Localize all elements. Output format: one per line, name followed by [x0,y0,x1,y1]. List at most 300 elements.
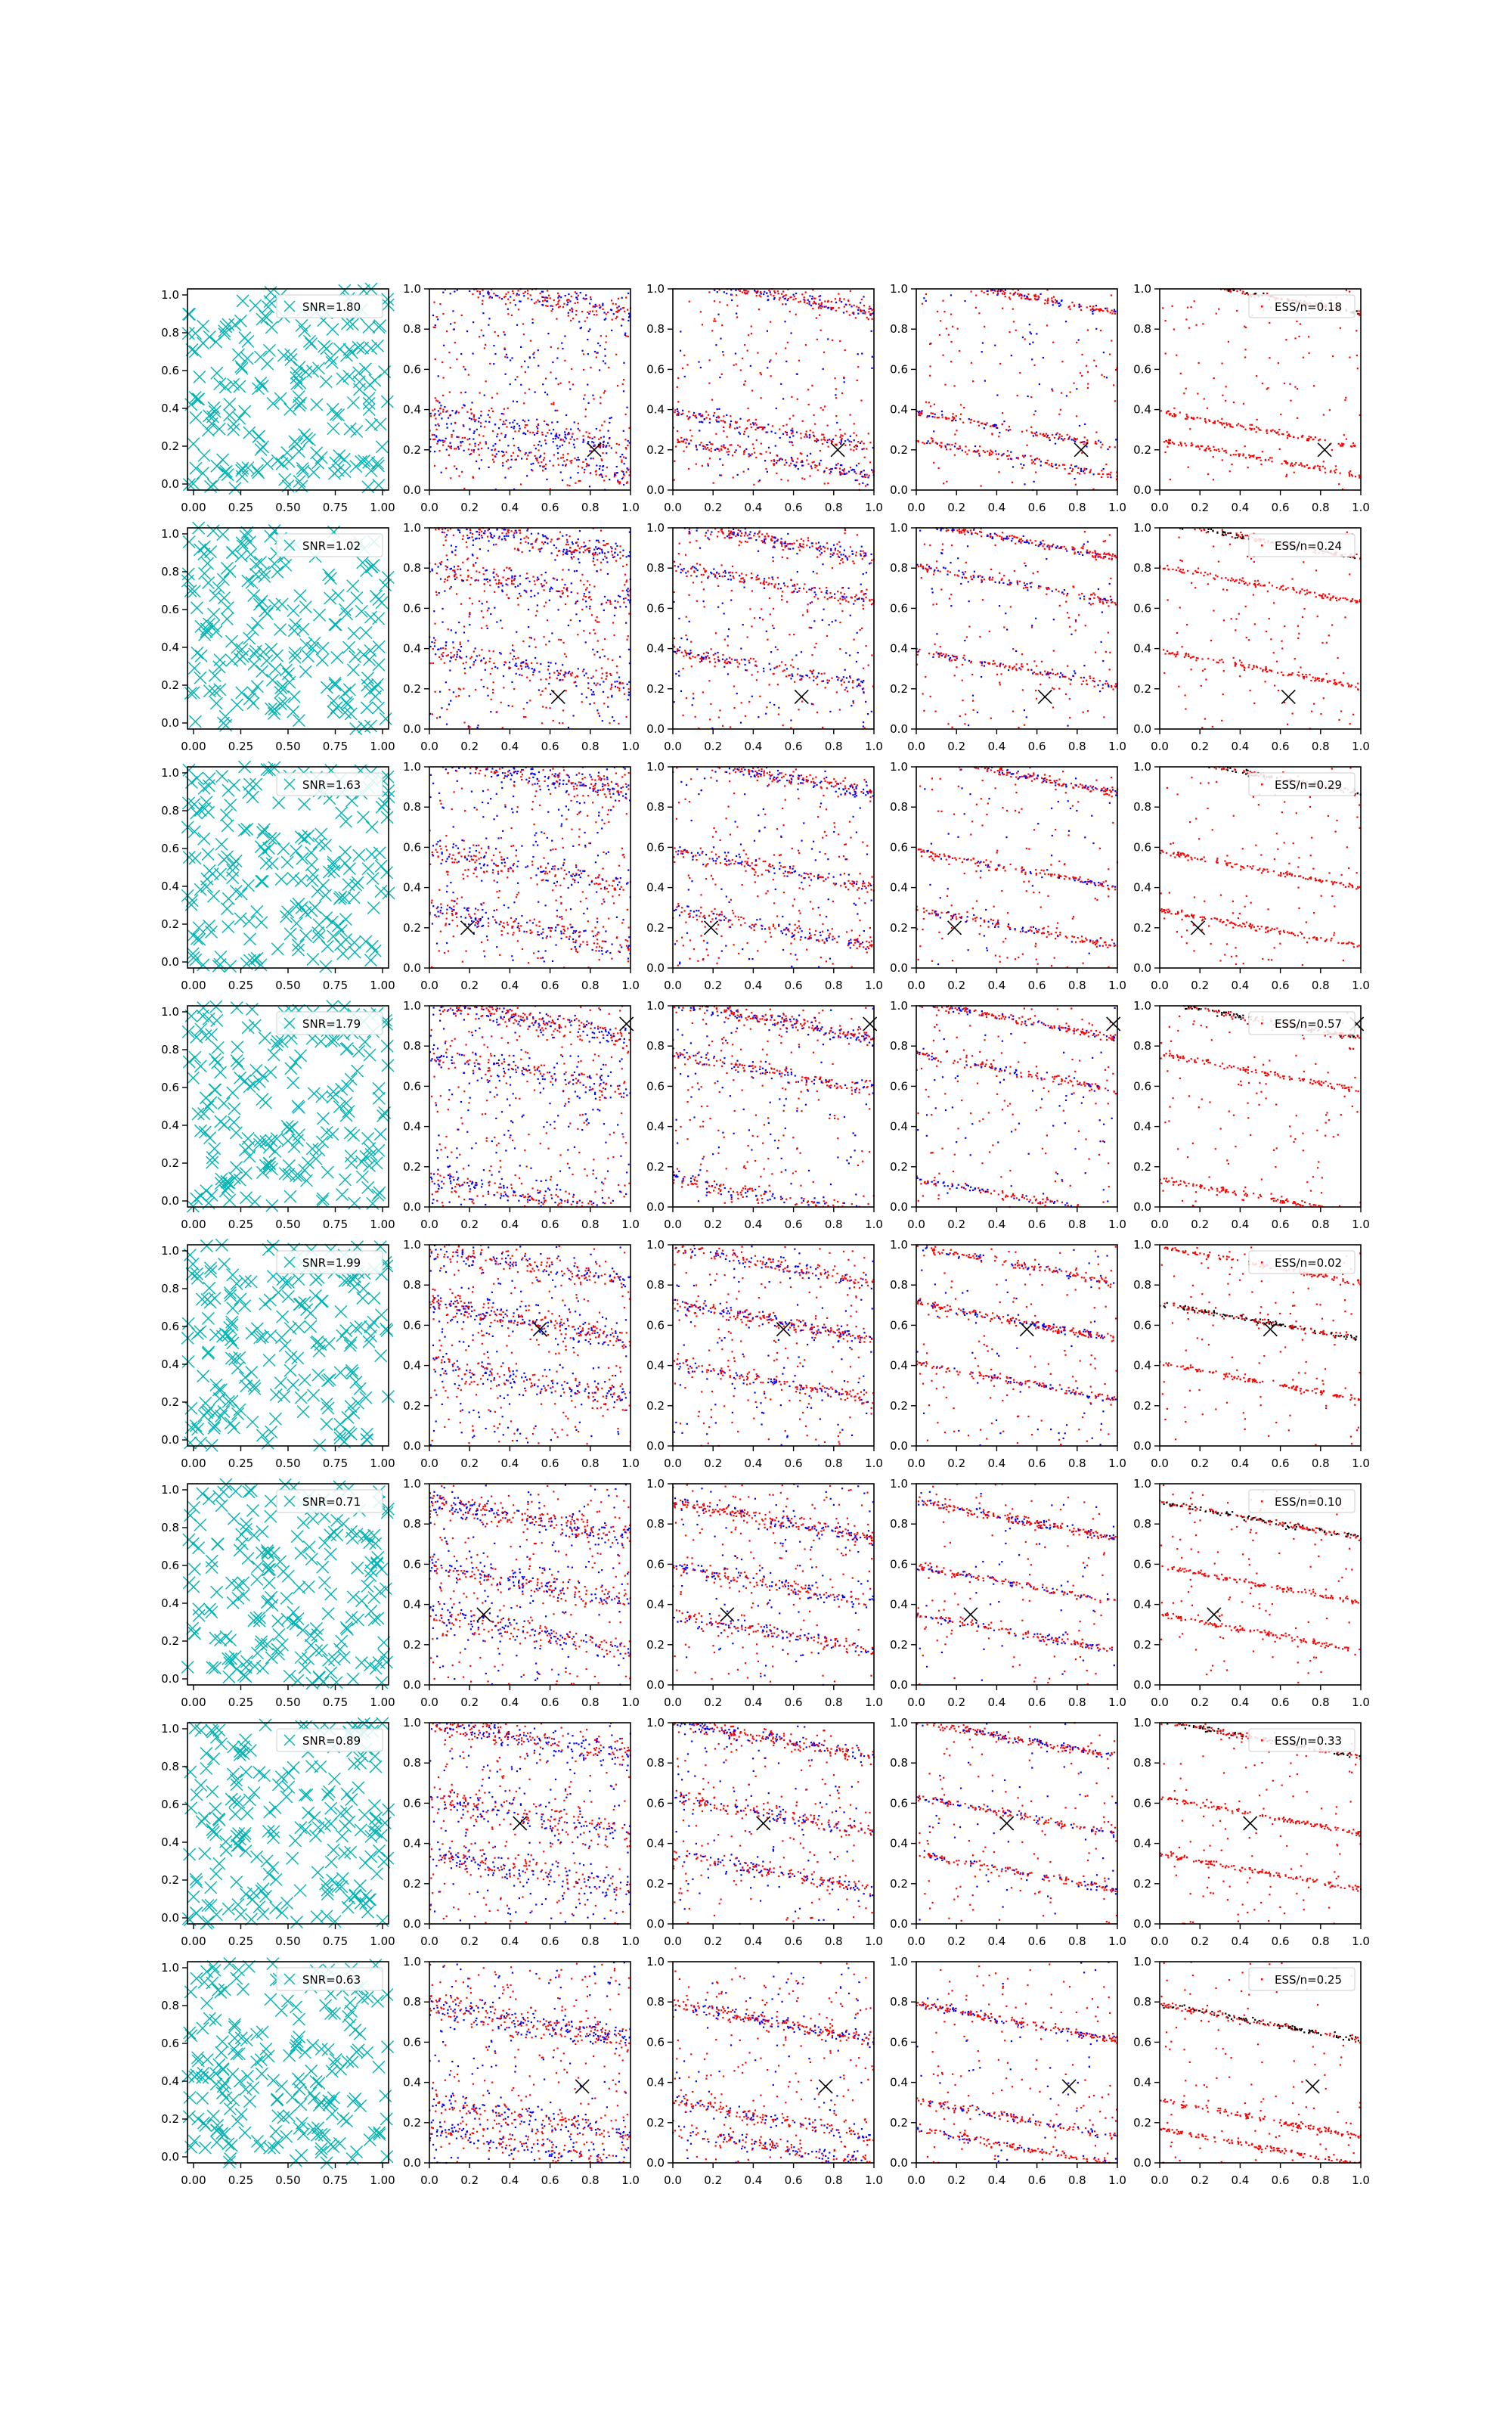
data-point [274,392,287,405]
sample-point [1078,340,1080,341]
sample-point [733,685,735,687]
sample-point [487,610,488,611]
sample-point [445,539,447,541]
sample-point [954,455,956,456]
sample-point [677,377,679,379]
sample-point [773,290,775,292]
sample-point [813,297,815,299]
sample-point [921,410,922,411]
sample-point [614,615,615,616]
sample-point [839,622,841,623]
sample-point [761,540,763,541]
sample-point [606,678,607,680]
y-tick-label: 0.6 [890,362,908,376]
sample-point [1023,464,1024,466]
sample-point [760,372,761,374]
y-tick-label: 0.2 [890,443,908,457]
sample-point [469,438,470,439]
sample-point [763,668,764,669]
sample-point [844,669,846,671]
sample-point [828,446,829,448]
sample-point [968,418,970,420]
sample-point [1047,435,1049,436]
sample-point [472,539,474,541]
sample-point [442,439,444,441]
sample-point [1232,427,1233,428]
sample-point [627,588,629,589]
sample-point [1220,422,1222,424]
sample-point [707,537,708,538]
sample-point [627,293,629,294]
sample-point [744,581,745,582]
sample-point [755,457,757,458]
sample-point [829,597,830,598]
sample-point [1106,377,1108,378]
sample-point [1083,470,1084,472]
sample-point [799,543,801,544]
y-tick-label: 0.4 [403,403,421,417]
sample-point [1036,432,1037,433]
sample-point [563,549,565,551]
y-tick-label: 0.0 [646,483,665,497]
sample-point [931,412,932,414]
sample-point [822,443,823,445]
sample-point [1081,354,1083,355]
sample-point [717,314,719,315]
sample-point [790,719,792,721]
sample-point [1230,455,1232,456]
sample-point [1319,470,1321,471]
sample-point [764,460,766,461]
sample-point [596,310,597,312]
sample-point [558,383,559,385]
sample-point [578,538,579,540]
x-tick-label: 1.0 [621,501,640,514]
x-tick-label: 1.00 [370,740,395,753]
sample-point [1002,308,1003,309]
sample-point [838,677,839,678]
sample-point [844,681,845,683]
sample-point [442,622,443,623]
sample-point [515,379,516,380]
sample-point [556,304,557,306]
y-tick-label: 0.0 [161,477,179,491]
sample-point [459,532,460,533]
sample-point [1031,459,1033,461]
sample-point [1024,298,1026,299]
sample-point [526,529,528,531]
sample-point [568,312,569,314]
sample-point [568,544,569,545]
sample-point [627,594,628,595]
sample-point [1108,473,1109,475]
sample-point [1079,425,1080,427]
sample-point [557,609,559,610]
sample-point [981,351,983,352]
sample-point [751,389,753,391]
sample-point [451,629,452,631]
sample-point [528,542,529,544]
sample-point [583,630,584,631]
sample-point [442,361,443,363]
data-point [226,547,238,559]
sample-point [678,675,680,676]
sample-point [785,303,786,305]
data-point [226,654,238,666]
sample-point [807,610,808,611]
sample-point [544,580,545,582]
sample-point [479,442,481,443]
sample-point [865,553,866,554]
sample-point [1329,409,1331,411]
sample-point [590,678,592,679]
sample-point [503,413,504,414]
sample-point [1115,369,1117,371]
sample-point [1330,470,1331,471]
sample-point [715,632,717,634]
sample-point [1051,389,1052,390]
sample-point [596,473,597,475]
sample-point [689,529,690,530]
sample-point [467,640,469,641]
sample-point [481,535,482,536]
sample-point [1301,465,1303,467]
sample-point [542,466,544,467]
sample-point [861,299,863,300]
sample-point [719,474,720,476]
sample-point [742,291,743,293]
sample-point [844,529,846,531]
sample-point [920,412,922,414]
sample-point [574,681,575,683]
sample-point [1233,454,1235,455]
sample-point [844,593,845,594]
sample-point [449,660,451,662]
data-point [261,655,273,667]
sample-point [781,661,782,662]
x-tick-label: 0.0 [664,501,682,514]
sample-point [462,538,463,540]
sample-point [1067,434,1068,436]
sample-point [810,453,811,455]
sample-point [770,669,771,670]
sample-point [601,678,603,679]
sample-point [934,416,935,417]
sample-point [556,579,558,581]
sample-point [763,582,764,584]
ess-legend [1249,295,1355,318]
sample-point [861,476,863,477]
sample-point [871,330,872,332]
data-point [284,676,296,688]
sample-point [717,652,718,653]
sample-point [442,442,444,443]
sample-point [1356,330,1357,331]
sample-point [779,665,780,666]
y-tick-label: 0.6 [403,601,421,615]
sample-point [624,474,625,476]
sample-point [953,385,955,386]
sample-point [456,468,457,470]
sample-point [837,591,838,592]
sample-point [782,433,784,435]
y-tick-label: 0.6 [403,362,421,376]
sample-point [573,551,575,553]
sample-point [699,444,701,445]
sample-point [748,455,749,457]
sample-point [612,716,613,718]
sample-point [780,383,782,385]
sample-point [835,298,836,299]
true-value-marker [831,443,844,457]
sample-point [612,557,614,558]
sample-point [1284,383,1285,384]
sample-point [1340,444,1341,445]
sample-point [1001,290,1002,291]
sample-point [773,537,774,538]
sample-point [558,639,559,641]
data-point [296,462,308,474]
sample-point [829,624,830,625]
sample-point [1086,306,1088,308]
sample-point [800,679,801,681]
sample-point [447,579,448,581]
sample-point [513,535,514,536]
sample-point [946,481,947,482]
sample-point [984,380,986,381]
y-tick-label: 0.0 [890,483,908,497]
sample-point [590,367,591,368]
data-point [373,613,385,625]
sample-point [678,553,680,554]
sample-point [819,550,820,551]
sample-point [1238,455,1240,457]
sample-point [698,654,699,656]
sample-point [822,563,823,565]
sample-point [682,368,683,369]
sample-point [607,551,609,553]
sample-point [565,544,567,545]
sample-point [625,458,627,459]
sample-point [820,450,821,451]
sample-point [489,417,491,418]
sample-point [864,474,866,476]
sample-point [538,349,539,351]
sample-point [469,658,471,659]
sample-point [775,445,776,446]
sample-point [1015,330,1017,331]
scatter-points [1160,288,1361,490]
sample-point [503,296,505,298]
sample-point [815,594,816,595]
data-point [267,398,279,410]
sample-point [1201,445,1203,447]
sample-point [504,436,506,438]
sample-point [445,579,446,580]
sample-point [596,428,597,430]
sample-point [950,361,952,362]
sample-point [683,355,685,356]
sample-point [617,601,618,603]
sample-point [832,441,833,442]
sample-point [557,297,559,299]
sample-point [482,295,484,296]
sample-point [506,594,507,595]
sample-point [616,443,618,445]
sample-point [612,554,613,556]
sample-point [529,700,531,701]
sample-point [756,679,758,681]
sample-point [709,442,711,443]
sample-point [510,455,512,457]
sample-point [449,391,451,392]
sample-point [517,455,519,457]
sample-point [990,454,992,455]
sample-point [737,445,739,446]
sample-point [836,422,838,424]
sample-point [466,529,467,530]
sample-point [860,551,861,552]
sample-point [832,567,833,569]
sample-point [504,349,506,350]
sample-point [1185,388,1187,389]
sample-point [782,398,784,399]
sample-point [789,441,791,442]
sample-point [594,554,596,555]
sample-point [454,654,455,656]
sample-point [531,590,532,591]
sample-point [611,330,612,331]
sample-point [835,394,836,396]
sample-point [504,334,506,335]
sample-point [1259,429,1260,430]
sample-point [817,470,819,471]
sample-point [605,476,606,477]
sample-point [680,690,682,692]
sample-point [440,579,442,580]
sample-point [1055,464,1056,465]
sample-point [559,383,561,384]
sample-point [720,448,722,450]
sample-point [613,313,615,315]
sample-point [858,683,860,684]
sample-point [692,697,694,699]
sample-point [780,538,782,539]
sample-point [711,448,712,449]
sample-point [600,569,602,570]
sample-point [572,309,573,310]
sample-point [553,404,554,405]
sample-point [1356,310,1358,312]
sample-point [964,300,965,302]
sample-point [732,566,733,567]
sample-point [1310,436,1312,438]
sample-point [460,644,461,645]
sample-point [785,675,787,677]
sample-point [1349,473,1350,475]
data-point [339,603,351,616]
sample-point [509,422,510,424]
sample-point [1066,395,1067,396]
sample-point [438,402,440,403]
sample-point [937,311,938,312]
sample-point [692,582,694,583]
sample-point [845,687,847,688]
sample-point [520,538,522,540]
sample-point [1225,386,1227,387]
sample-point [495,544,497,545]
sample-point [562,679,563,681]
sample-point [572,433,573,434]
sample-point [527,290,528,291]
sample-point [798,709,799,710]
sample-point [832,552,834,554]
sample-point [1318,439,1319,441]
sample-point [1164,320,1166,321]
data-point [294,590,306,602]
sample-point [571,368,572,370]
sample-point [686,446,687,448]
sample-point [826,467,827,469]
sample-point [571,296,572,297]
sample-point [793,299,795,300]
sample-point [452,641,454,643]
sample-point [1073,383,1074,384]
sample-point [708,657,710,659]
sample-point [586,298,587,299]
sample-point [530,543,531,544]
sample-point [527,297,528,299]
data-point [311,399,323,411]
sample-point [740,535,742,537]
sample-point [501,413,503,414]
sample-point [504,356,506,358]
sample-point [515,459,516,461]
sample-point [526,702,528,703]
sample-point [519,529,521,531]
sample-point [483,573,485,575]
sample-point [854,439,855,441]
sample-point [529,680,531,681]
sample-point [996,453,997,455]
sample-point [602,476,603,478]
sample-point [537,427,538,429]
sample-point [538,548,540,550]
sample-point [627,555,629,557]
sample-point [802,420,804,422]
sample-point [456,448,457,449]
sample-point [526,572,528,574]
sample-point [479,293,481,294]
sample-point [523,402,525,404]
sample-point [610,546,612,548]
sample-point [770,431,772,433]
data-point [363,397,375,409]
sample-point [587,317,588,318]
sample-point [1297,437,1299,439]
sample-point [1011,355,1012,356]
sample-point [520,346,522,348]
subplot-r2-c3 [646,521,883,753]
sample-point [722,654,723,656]
sample-point [827,425,829,427]
sample-point [628,313,630,315]
sample-point [863,598,864,600]
sample-point [935,442,937,443]
sample-point [696,464,697,465]
sample-point [959,448,961,449]
sample-point [844,689,846,690]
